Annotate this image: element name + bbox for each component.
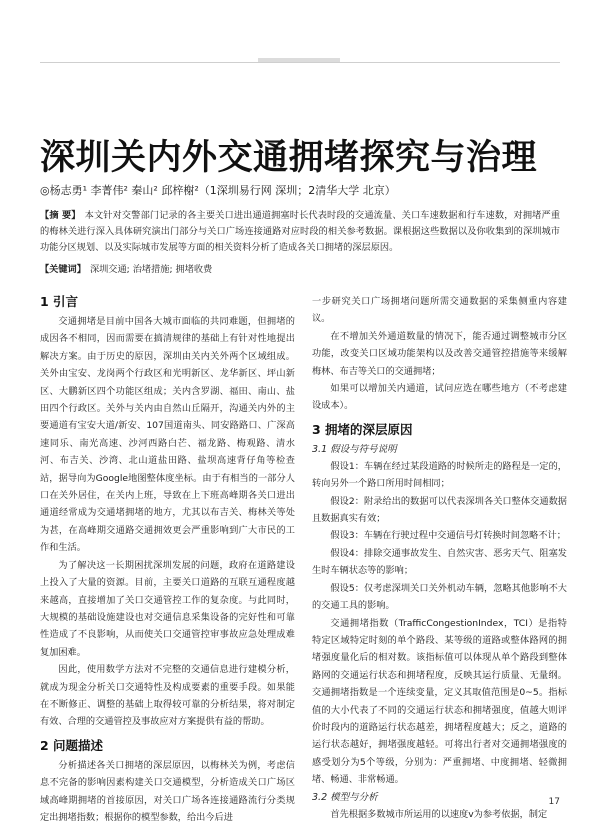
paragraph: 交通拥堵是目前中国各大城市面临的共同难题，但拥堵的成因各不相同，因而需要在搞清规律的基础上有针对性地提出解决方案。由于历史的原因，深圳由关内关外两个区域组成。关外由宝安、龙岗两个行政区和光明新区、龙华新区、坪山新区、大鹏新区四个功能区组成；关内含罗湖、福田、南山、盐田四个行政区。关外与关内由自然山丘隔开，沟通关内外的主要通道有宝安大道/新安、107国道南头、同安路路口、广深高速同乐、南光高速、沙河西路白芒、福龙路、梅观路、清水河、布吉关、沙湾、北山道盐田路、盐坝高速背仔角等检查站，据导向为Google地图整体度坐标。由于有相当的一部分人口在关外居住，在关内上班，导致在上下班高峰期各关口进出通道经常成为交通堵拥堵的地方，尤其以布吉关、梅林关等处为甚，在高峰期交通路交通拥效更会严重影响到广大市民的工作和生活。 — [40, 316, 295, 554]
paragraph: 一步研究关口广场拥堵问题所需交通数据的采集侧重内容建议。 — [312, 296, 567, 325]
page-number: 17 — [548, 797, 560, 807]
assumption: 假设4：排除交通事故发生、自然灾害、恶劣天气、阻塞发生时车辆状态等的影响； — [312, 547, 567, 577]
assumption: 假设2：附录给出的数据可以代表深圳各关口整体交通数据且数据真实有效； — [312, 495, 567, 525]
section-3-heading: 3 拥堵的深层原因 — [312, 421, 413, 437]
right-column — [312, 293, 567, 823]
subsection-heading: 3.1 假设与符号说明 — [312, 443, 397, 455]
abstract-text: 本文针对交警部门记录的各主要关口进出通道拥塞时长代表时段的交通流量、关口车速数据和行车速数，对拥堵严重的梅林关进行深入具体研究演出门部分与关口广场连接通路对应时段的相关参考数据。课根据这些数据以及你收集到的深圳城市功能分区规划、以及实际城市发展等方面的相关资料分析了造成各关口拥堵的深层原因。 — [40, 210, 561, 253]
assumption: 假设3：车辆在行驶过程中交通信号灯转换时间忽略不计； — [330, 530, 566, 542]
left-column — [40, 293, 295, 826]
abstract — [40, 208, 560, 256]
keywords-text: 深圳交通; 治堵措施; 拥堵收费 — [89, 264, 213, 275]
assumption: 假设5：仅考虑深圳关口关外机动车辆，忽略其他影响不大的交通工具的影响。 — [312, 582, 567, 612]
abstract-label: 【摘 要】 — [40, 210, 81, 221]
author-line: ◎杨志勇¹ 李菁伟² 秦山² 邱梓榭²（1深圳易行网 深圳；2清华大学 北京） — [40, 184, 396, 197]
paragraph: 如果可以增加关内通道，试问应选在哪些地方（不考虑建设成本）。 — [312, 383, 567, 412]
keywords-label: 【关键词】 — [40, 264, 86, 275]
paragraph: 在不增加关外通道数量的情况下，能否通过调整城市分区功能，改变关口区域功能架构以及改善交通管控措施等来缓解梅林、布吉等关口的交通拥堵； — [312, 330, 567, 377]
header-rule — [40, 62, 560, 63]
keywords — [40, 261, 560, 275]
subsection-heading: 3.2 模型与分析 — [312, 791, 378, 803]
paragraph: 因此，使用数学方法对不完整的交通信息进行建模分析，就成为现金分析关口交通特性及构成要素的重要手段。如果能在不断修正、调整的基础上取得较可靠的分析结果，将对制定有效、合理的交通管控及事故应对方案提供有益的帮助。 — [40, 664, 295, 728]
section-2-heading: 2 问题描述 — [40, 737, 104, 753]
section-1-heading: 1 引言 — [40, 294, 79, 309]
assumption: 假设1：车辆在经过某段道路的时候所走的路程是一定的，转向另外一个路口所用时间相同； — [312, 460, 567, 490]
paragraph: 交通拥堵指数（TrafficCongestionIndex，TCI）是指特特定区域特定时刻的单个路段、某等级的道路或整体路网的拥堵强度量化后的相对数。该指标值可以体现从单个路段到整体路网的交通运行状态和拥堵程度，反映其运行质量、无量纲。交通拥堵指数是一个连续变量，定义其取值范围是0~5。指标值的大小代表了不同的交通运行状态和拥堵强度，值越大则评价时段内的道路运行状态越差，拥堵程度越大；反之，道路的运行状态越好，拥堵强度越轻。可将出行者对交通拥堵强度的感受划分为5个等级，分别为：严重拥堵、中度拥堵、轻微拥堵、畅通、非常畅通。 — [312, 617, 567, 786]
article-title: 深圳关内外交通拥堵探究与治理 — [40, 138, 538, 178]
paragraph: 为了解决这一长期困扰深圳发展的问题，政府在道路建设上投入了大量的资源。目前，主要关口道路的互联互通程度越来越高，直接增加了关口交通管控工作的复杂度。与此同时，大规模的基础设施建设也对交通信息采集设备的完好性和可靠性造成了不良影响，从而使关口交通管控审事故应急处理成难复加困难。 — [40, 559, 295, 658]
paragraph: 分析描述各关口拥堵的深层原因，以梅林关为例，考虑信息不完备的影响因素构建关口交通模型，分析造成关口广场区域高峰期拥堵的首接原因，对关口广场各连接通路流行分类规定出拥堵指数；根据你的模型参数，给出今后进 — [40, 759, 295, 823]
paragraph: 首先根据多数城市所运用的以速度v为参考依据，制定 — [330, 808, 548, 820]
